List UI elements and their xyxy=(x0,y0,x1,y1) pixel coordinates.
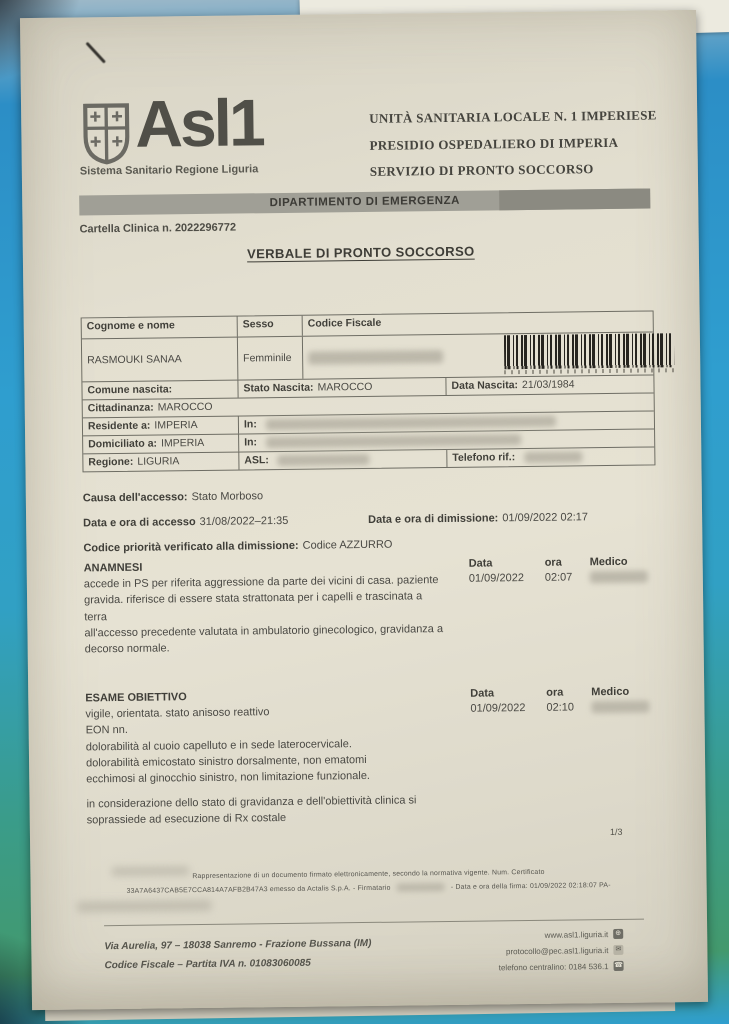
data-nascita: Data Nascita: 21/03/1984 xyxy=(445,375,653,395)
patient-cf-cell xyxy=(302,332,653,378)
domiciliato: Domiciliato a: IMPERIA xyxy=(88,436,205,451)
footer-website: www.asl1.liguria.it xyxy=(544,929,609,940)
logo-name: Asl1 xyxy=(134,85,264,161)
department-bar-label: DIPARTIMENTO DI EMERGENZA xyxy=(269,194,460,210)
domiciliato-indirizzo: In: xyxy=(238,429,654,451)
footer-contacts xyxy=(498,926,623,976)
patient-table xyxy=(81,310,656,472)
table-row xyxy=(82,331,653,381)
causa-accesso: Causa dell'accesso: Stato Morboso xyxy=(82,490,264,505)
logo-tagline: Sistema Sanitario Regione Liguria xyxy=(79,163,259,178)
redacted-address xyxy=(266,434,521,448)
footer-phone-row xyxy=(499,958,624,976)
document-page xyxy=(20,10,708,1010)
page-number: 1/3 xyxy=(609,826,623,838)
esame-section xyxy=(85,688,486,788)
redacted-medico xyxy=(591,701,649,714)
patient-sex: Femminile xyxy=(237,337,303,380)
data-accesso: Data e ora di accesso 31/08/2022–21:35 xyxy=(83,514,289,530)
document-title: VERBALE DI PRONTO SOCCORSO xyxy=(246,243,475,262)
department-bar xyxy=(79,188,650,215)
redacted-phone xyxy=(524,451,582,463)
cartella-clinica-number: Cartella Clinica n. 2022296772 xyxy=(79,221,237,236)
footer-address-line1: Via Aurelia, 97 – 18038 Sanremo - Frazione Bussana (IM) xyxy=(104,937,372,953)
pen-mark xyxy=(86,42,106,64)
esame-body: vigile, orientata. stato anisoso reattivo EON nn. dolorabilità al cuoio capelluto e in sede laterocervicale. dolorabilità emicostato sinistro dorsalmente, non ematomi ecchimosi al ginocchio sinistro, non limitazione funzionale. xyxy=(85,706,371,786)
redacted-codice-fiscale xyxy=(308,350,443,365)
anamnesi-data-value: 01/09/2022 xyxy=(468,572,524,585)
certification-line2: 33A7A6437CAB5E7CCA814A7AFB2B47A3 emesso da Actalis S.p.A. - Firmatario - Data e ora della firma: 01/09/2022 02:18:07 PA- xyxy=(126,881,611,895)
organization-header xyxy=(369,102,680,185)
data-dimissione: Data e ora di dimissione: 01/09/2022 02:17 xyxy=(368,511,589,526)
anamnesi-body: accede in PS per riferita aggressione da parte dei vicini di casa. paziente gravida. riferisce di essere stata strattonata per i capelli e trascinata a terra all'accesso precedente valutata in ambulatorio ginecologico, gravidanza a decorso normale. xyxy=(83,574,444,656)
regione: Regione: LIGURIA xyxy=(88,455,180,469)
codice-priorita: Codice priorità verificato alla dimissione: Codice AZZURRO xyxy=(83,538,393,555)
footer-website-row xyxy=(498,926,623,944)
redacted-asl xyxy=(278,454,370,466)
residente: Residente a: IMPERIA xyxy=(87,419,198,433)
barcode xyxy=(504,333,674,369)
phone-icon: ☎ xyxy=(614,961,624,971)
shield-icon xyxy=(81,101,132,166)
barcode-digits xyxy=(504,368,674,374)
header-line: UNITÀ SANITARIA LOCALE N. 1 IMPERIESE xyxy=(369,107,657,126)
globe-icon: ⊕ xyxy=(613,929,623,939)
anamnesi-ora-value: 02:07 xyxy=(544,571,573,584)
footer-email: protocollo@pec.asl1.liguria.it xyxy=(505,945,609,956)
col-header-cf: Codice Fiscale xyxy=(302,311,653,335)
footer-address-line2: Codice Fiscale – Partita IVA n. 01083060085 xyxy=(104,957,311,972)
cittadinanza: Cittadinanza: MAROCCO xyxy=(87,400,213,415)
esame-ora-value: 02:10 xyxy=(546,701,575,714)
redacted-medico xyxy=(590,571,648,584)
redacted-address xyxy=(266,415,556,430)
header-line: SERVIZIO DI PRONTO SOCCORSO xyxy=(369,161,594,179)
col-header-sex: Sesso xyxy=(237,316,302,337)
stato-nascita: Stato Nascita: MAROCCO xyxy=(237,378,445,398)
patient-name: RASMOUKI SANAA xyxy=(87,353,182,367)
redacted-firmatario xyxy=(397,883,445,892)
anamnesi-section xyxy=(84,558,481,658)
footer-phone: telefono centralino: 0184 536.1 xyxy=(498,961,609,972)
telefono-cell: Telefono rif.: xyxy=(446,447,654,467)
col-header-name: Cognome e nome xyxy=(86,319,175,333)
certification-line1: Rappresentazione di un documento firmato elettronicamente, secondo la normativa vigente. Num. Certificato xyxy=(192,868,545,881)
esame-title: ESAME OBIETTIVO xyxy=(85,691,187,705)
footer-address xyxy=(104,934,372,975)
footer-divider xyxy=(104,919,644,927)
smudge xyxy=(77,900,212,913)
header-line: PRESIDIO OSPEDALIERO DI IMPERIA xyxy=(369,134,619,153)
envelope-icon: ✉ xyxy=(613,945,623,955)
comune-nascita: Comune nascita: xyxy=(87,383,173,397)
residente-indirizzo: In: xyxy=(238,411,654,433)
esame-data-value: 01/09/2022 xyxy=(470,702,526,715)
anamnesi-title: ANAMNESI xyxy=(83,561,143,575)
footer-email-row xyxy=(498,942,623,960)
anamnesi-meta: Data ora Medico 01/09/2022 02:07 xyxy=(469,555,708,598)
esame-meta: Data ora Medico 01/09/2022 02:10 xyxy=(470,685,708,728)
asl-cell: ASL: xyxy=(238,450,446,470)
department-bar-shade xyxy=(499,188,650,210)
clinical-note: in considerazione dello stato di gravidanza e dell'obiettività clinica si soprassiede ad esecuzione di Rx costale xyxy=(86,794,417,827)
